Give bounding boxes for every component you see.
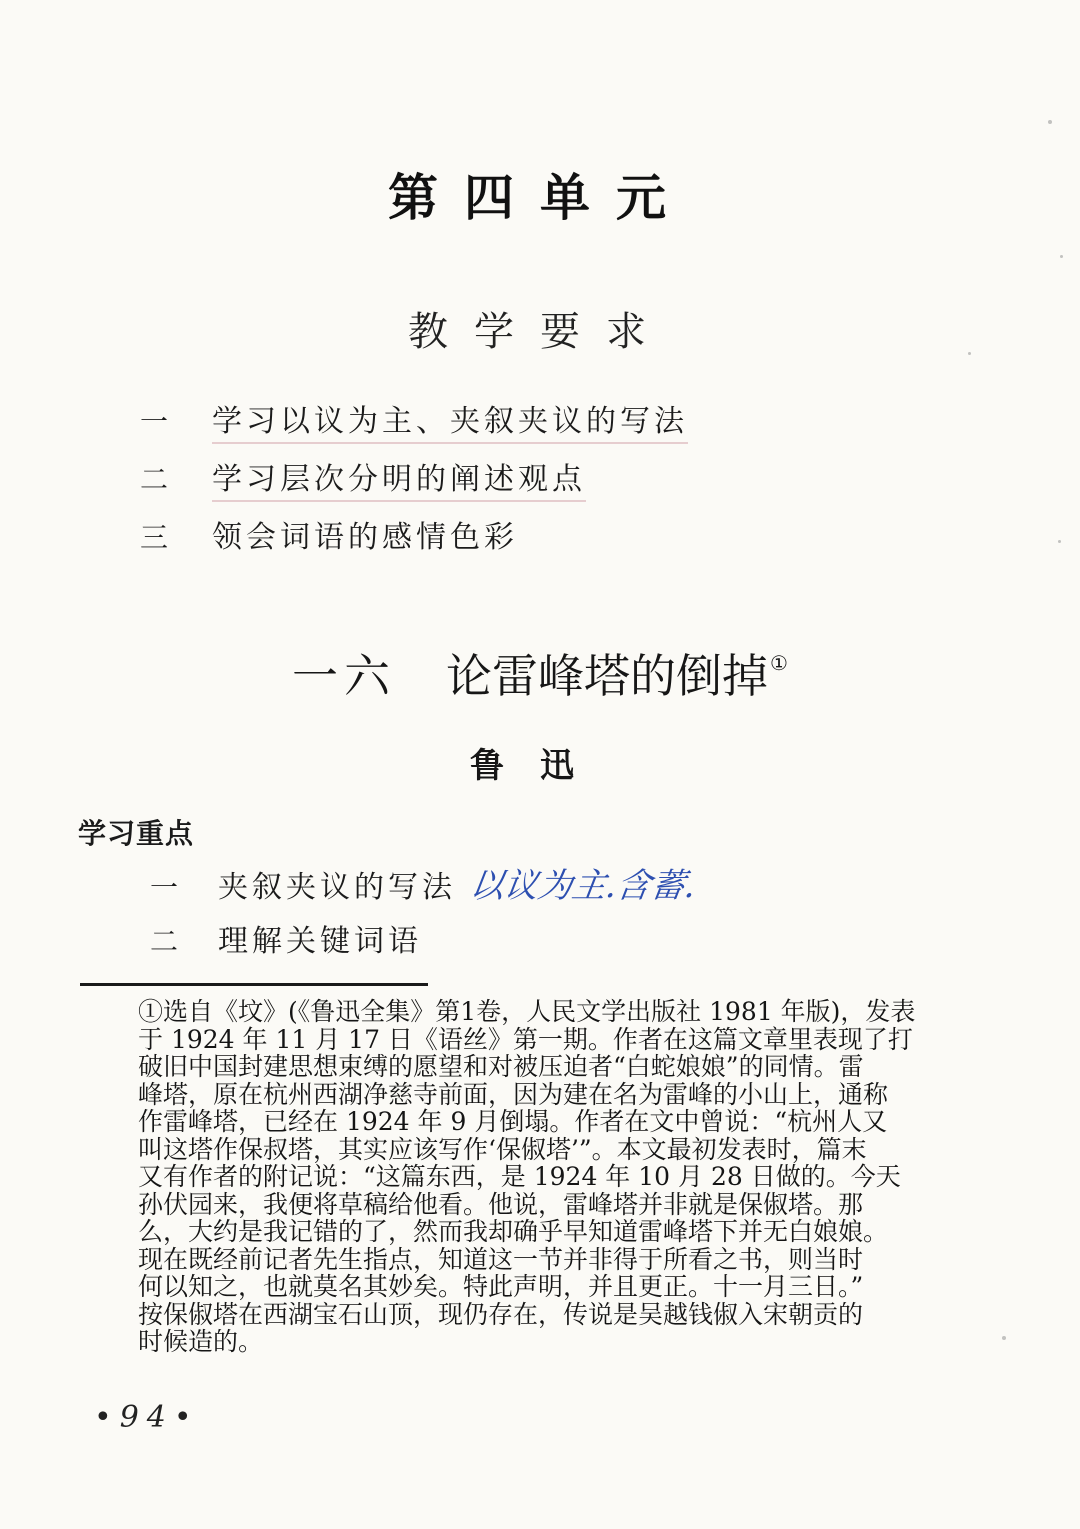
footnote-line: 孙伏园来，我便将草稿给他看。他说，雷峰塔并非就是保俶塔。那 (138, 1190, 864, 1218)
handwritten-note: 以议为主.含蓄. (467, 866, 699, 906)
scan-speck (1060, 255, 1063, 258)
requirement-item (140, 393, 688, 451)
page-marker-left: • (94, 1400, 120, 1435)
focus-number: 一 (150, 871, 179, 904)
page-number (94, 1400, 200, 1435)
focus-item (150, 858, 699, 914)
lesson-title-text: 论雷峰塔的倒掉 (446, 649, 769, 703)
footnote-line: 破旧中国封建思想束缚的愿望和对被压迫者“白蛇娘娘”的同情。雷 (138, 1053, 864, 1081)
footnote-line: 作雷峰塔，已经在 1924 年 9 月倒塌。作者在文中曾说：“杭州人又 (138, 1108, 888, 1136)
footnote-divider (80, 983, 428, 986)
requirement-number: 二 (140, 463, 169, 496)
lesson-number: 一六 (292, 649, 397, 703)
requirement-number: 一 (140, 405, 169, 438)
footnote-ref: ① (770, 651, 788, 675)
focus-text: 夹叙夹议的写法 (218, 870, 456, 905)
footnote-line: 何以知之，也就莫名其妙矣。特此声明，并且更正。十一月三日。” (138, 1273, 864, 1301)
requirement-text: 学习以议为主、夹叙夹议的写法 (212, 402, 688, 444)
scan-speck (1002, 1336, 1006, 1340)
focus-list (150, 858, 699, 970)
requirements-list (140, 393, 688, 567)
focus-heading: 学习重点 (78, 817, 195, 850)
footnote-line: 按保俶塔在西湖宝石山顶，现仍存在，传说是吴越钱俶入宋朝贡的 (138, 1300, 864, 1328)
page-number-value: 94 (119, 1400, 174, 1435)
requirement-item (140, 451, 688, 509)
footnote (138, 998, 988, 1356)
unit-title: 第四单元 (388, 169, 692, 227)
footnote-line: 现在既经前记者先生指点，知道这一节并非得于所看之书，则当时 (138, 1245, 864, 1273)
focus-number: 二 (150, 925, 179, 958)
footnote-line: 于 1924 年 11 月 17 日《语丝》第一期。作者在这篇文章里表现了打 (138, 1025, 913, 1053)
footnote-line: 么，大约是我记错的了，然而我却确乎早知道雷峰塔下并无白娘娘。 (138, 1218, 889, 1246)
focus-text: 理解关键词语 (218, 924, 422, 959)
requirement-text: 领会词语的感情色彩 (212, 520, 518, 555)
footnote-line: ①选自《坟》(《鲁迅全集》第1卷，人民文学出版社 1981 年版)，发表 (138, 998, 916, 1026)
scan-speck (1058, 540, 1061, 543)
requirement-text: 学习层次分明的阐述观点 (212, 460, 586, 502)
requirement-item (140, 509, 688, 567)
page-marker-right: • (173, 1400, 200, 1435)
requirements-heading: 教学要求 (408, 309, 672, 355)
author-name: 鲁迅 (470, 746, 610, 786)
footnote-line: 峰塔，原在杭州西湖净慈寺前面，因为建在名为雷峰的小山上，通称 (138, 1080, 889, 1108)
footnote-line: 叫这塔作保叔塔，其实应该写作‘保俶塔’”。本文最初发表时，篇末 (138, 1135, 867, 1163)
requirement-number: 三 (140, 521, 169, 554)
footnote-line: 时候造的。 (138, 1328, 264, 1356)
footnote-line: 又有作者的附记说：“这篇东西，是 1924 年 10 月 28 日做的。今天 (138, 1163, 901, 1191)
focus-item (150, 914, 696, 970)
scan-speck (1048, 120, 1052, 124)
lesson-title (0, 640, 1080, 706)
scan-speck (968, 352, 971, 355)
